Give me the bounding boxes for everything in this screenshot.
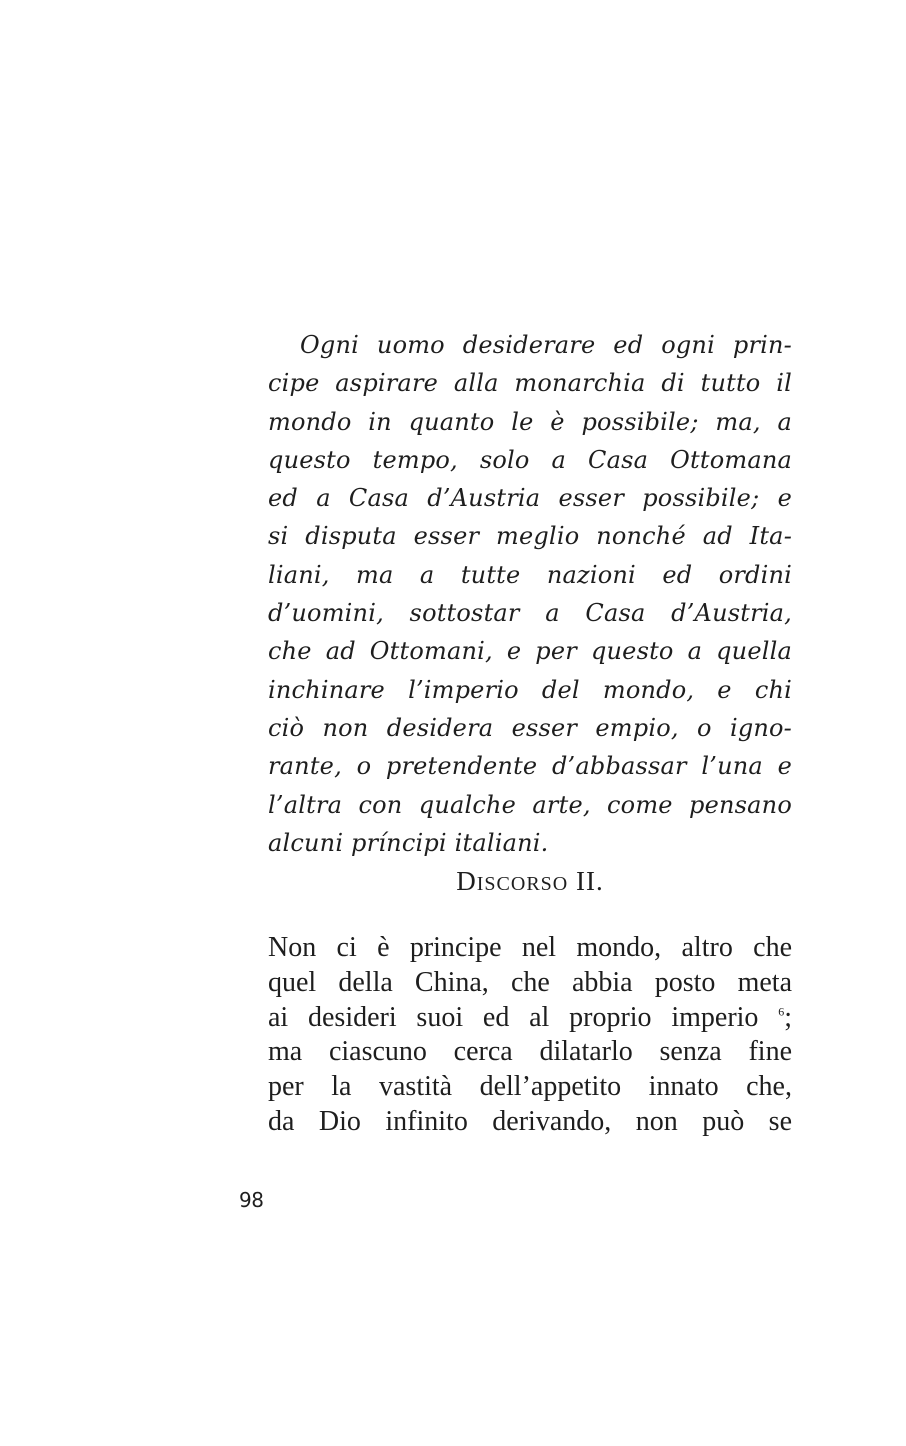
text-line: per la vastità dell’appetito innato che, — [268, 1071, 792, 1103]
text-line: ed a Casa d’Austria esser possibile; e — [268, 484, 792, 513]
heading-initial: D — [456, 866, 477, 896]
text-line: cipe aspirare alla monarchia di tutto il — [268, 369, 792, 398]
heading-smallcaps: ISCORSO — [476, 873, 569, 895]
italic-paragraph — [268, 326, 792, 862]
footnote-marker: 6 — [778, 1004, 785, 1019]
line-text: ai desideri suoi ed al proprio imperio — [268, 1001, 759, 1033]
text-line: Ogni uomo desiderare ed ogni prin- — [300, 331, 792, 359]
text-line: l’altra con qualche arte, come pensano — [268, 790, 792, 819]
text-line: mondo in quanto le è possibile; ma, a — [268, 407, 792, 436]
text-line: d’uomini, sottostar a Casa d’Austria, — [268, 599, 792, 628]
text-line: si disputa esser meglio nonché ad Ita- — [268, 522, 792, 551]
page-number: 98 — [239, 1188, 264, 1212]
section-heading — [268, 866, 792, 897]
text-line: rante, o pretendente d’abbassar l’una e — [268, 752, 792, 781]
text-line: Non ci è principe nel mondo, altro che — [268, 932, 792, 963]
text-line: ma ciascuno cerca dilatarlo senza fine — [268, 1036, 792, 1068]
text-line: che ad Ottomani, e per questo a quella — [268, 637, 792, 666]
roman-paragraph — [268, 931, 792, 1140]
heading-numeral: II. — [568, 866, 604, 896]
text-line — [268, 1001, 792, 1036]
text-line: ciò non desidera esser empio, o igno- — [268, 713, 792, 742]
line-punct: ; — [784, 1001, 793, 1033]
text-line: quel della China, che abbia posto meta — [268, 966, 792, 998]
text-line: inchinare l’imperio del mondo, e chi — [268, 675, 792, 704]
text-line: da Dio infinito derivando, non può se — [268, 1105, 792, 1137]
text-line: liani, ma a tutte nazioni ed ordini — [268, 560, 792, 589]
text-line: alcuni príncipi italiani. — [268, 828, 549, 857]
text-line: questo tempo, solo a Casa Ottomana — [268, 445, 792, 474]
